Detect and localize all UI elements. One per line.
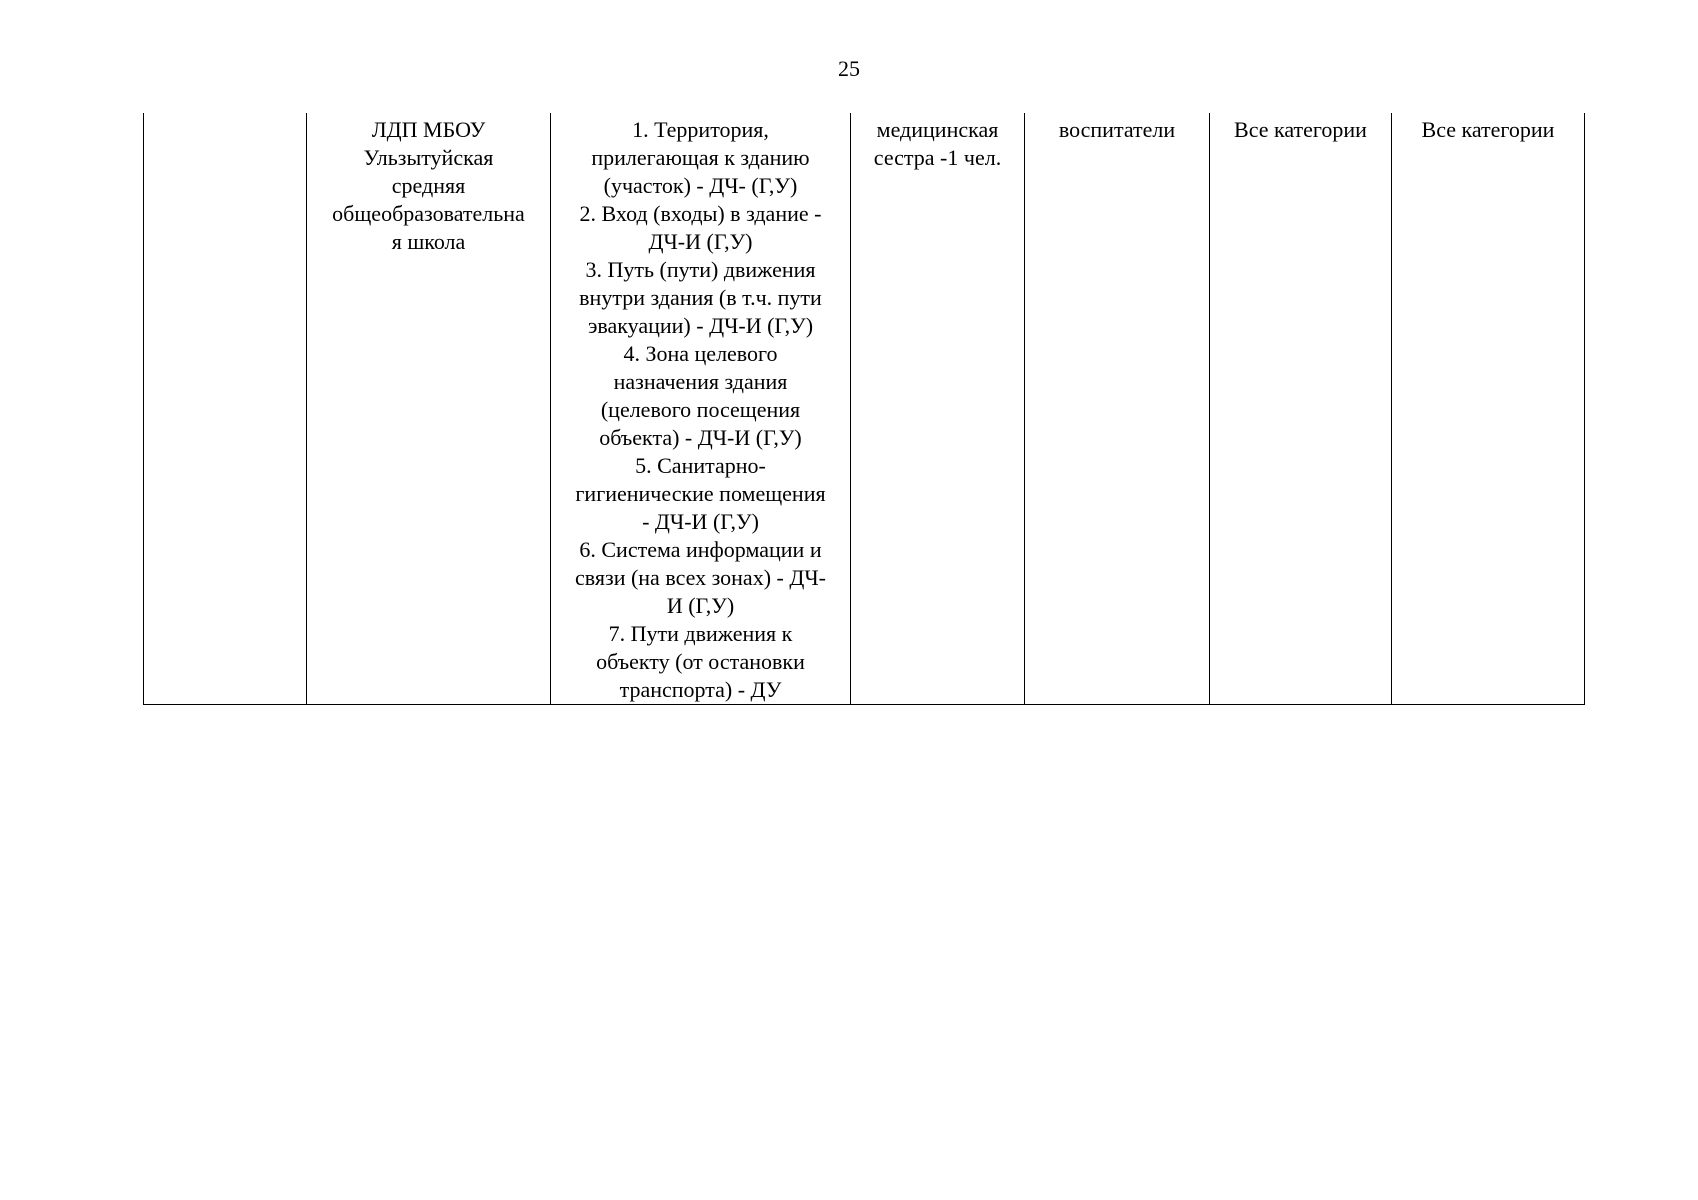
- zone-line: 7. Пути движения к: [608, 621, 793, 646]
- categories-line: Все категории: [1421, 117, 1555, 142]
- table-row: [144, 113, 1585, 705]
- zone-line: ДЧ-И (Г,У): [648, 229, 753, 254]
- zone-line: 6. Система информации и: [579, 537, 822, 562]
- medical-staff-line: сестра -1 чел.: [873, 145, 1002, 170]
- zone-line: 2. Вход (входы) в здание -: [579, 201, 822, 226]
- cell-categories-1: [1210, 113, 1392, 705]
- cell-zones: [551, 113, 851, 705]
- institution-line: я школа: [391, 229, 466, 254]
- zone-line: эвакуации) - ДЧ-И (Г,У): [587, 313, 814, 338]
- zone-line: - ДЧ-И (Г,У): [642, 509, 759, 534]
- institution-line: общеобразовательна: [332, 201, 525, 226]
- zone-line: прилегающая к зданию: [591, 145, 810, 170]
- categories-line: Все категории: [1234, 117, 1367, 142]
- cell-medical-staff: [851, 113, 1025, 705]
- zone-line: гигиенические помещения: [575, 481, 826, 506]
- cell-number: [144, 113, 307, 705]
- zone-line: назначения здания: [613, 369, 788, 394]
- zone-line: объекту (от остановки: [596, 649, 805, 674]
- zone-line: И (Г,У): [666, 593, 735, 618]
- institution-line: средняя: [391, 173, 466, 198]
- zone-line: связи (на всех зонах) - ДЧ-: [575, 565, 826, 590]
- zone-line: 3. Путь (пути) движения: [585, 257, 816, 282]
- zone-line: (участок) - ДЧ- (Г,У): [603, 173, 798, 198]
- page-number: 25: [838, 56, 860, 81]
- staff-line: воспитатели: [1058, 117, 1176, 142]
- zone-line: объекта) - ДЧ-И (Г,У): [599, 425, 802, 450]
- zone-line: 5. Санитарно-: [635, 453, 766, 478]
- cell-staff: [1025, 113, 1210, 705]
- cell-institution: [307, 113, 551, 705]
- zone-line: транспорта) - ДУ: [619, 677, 782, 702]
- institution-line: Ульзытуйская: [363, 145, 494, 170]
- zone-line: внутри здания (в т.ч. пути: [579, 285, 822, 310]
- medical-staff-line: медицинская: [876, 117, 999, 142]
- zone-line: 4. Зона целевого: [623, 341, 778, 366]
- zone-line: (целевого посещения: [600, 397, 801, 422]
- institution-line: ЛДП МБОУ: [371, 117, 486, 142]
- accessibility-table: [143, 113, 1585, 705]
- zone-line: 1. Территория,: [632, 117, 769, 142]
- cell-categories-2: [1392, 113, 1585, 705]
